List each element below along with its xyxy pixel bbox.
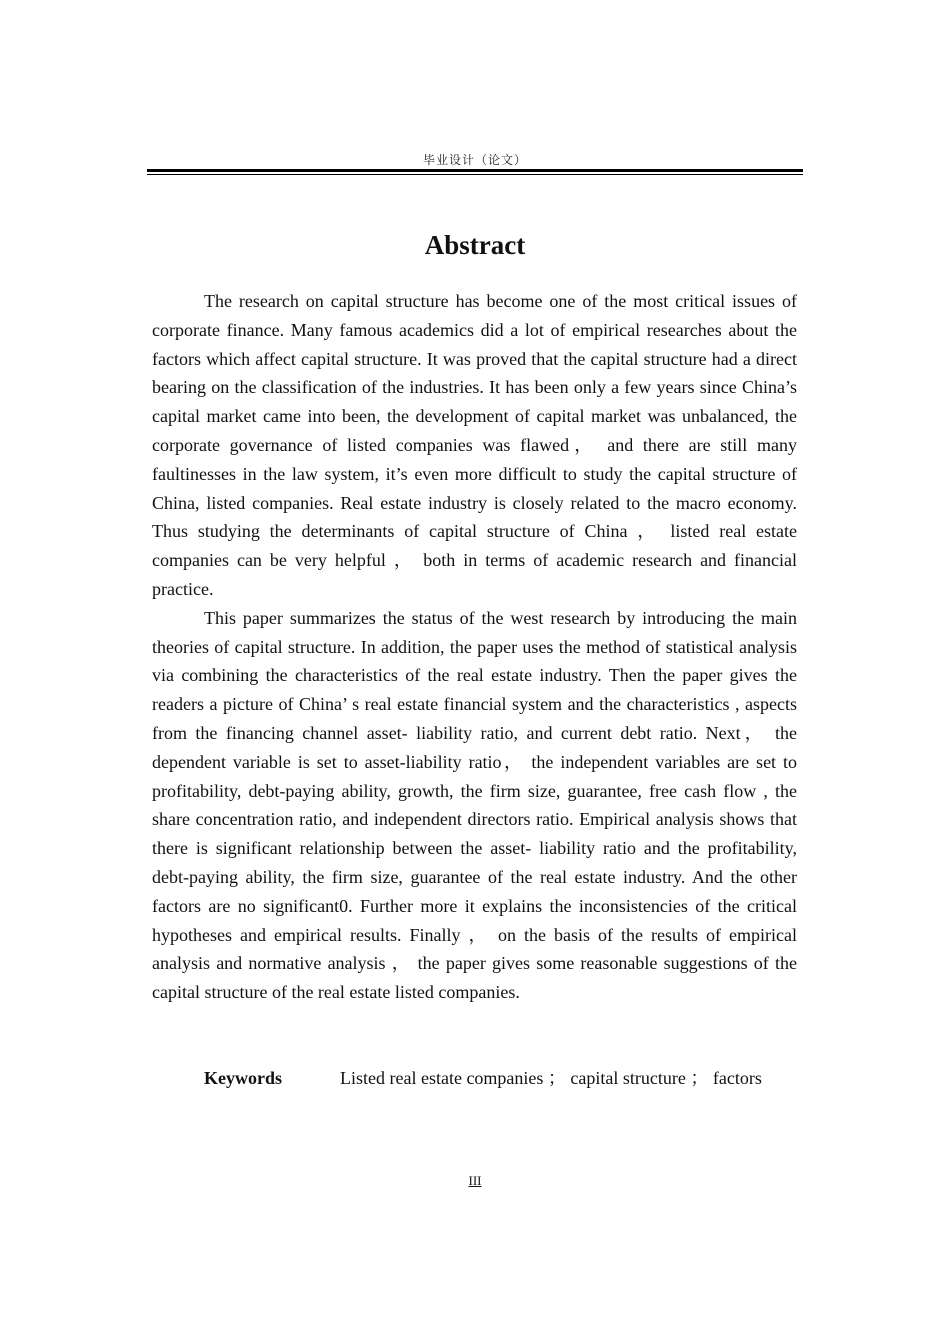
keywords-label: Keywords (204, 1068, 282, 1088)
header-rule-thick (147, 169, 803, 172)
abstract-paragraph-2: This paper summarizes the status of the west research by introducing the main theories of capital structure. In addition, the paper uses the method of statistical analysis via combining the characteristics of the real estate industry. Then the paper gives the readers a picture of China’ s real estate financial system and the characteristics , aspects from the financing channel asset- liability ratio, and current debt ratio. Next， the dependent variable is set to asset-liability ratio， the independent variables are set to profitability, debt-paying ability, growth, the firm size, guarantee, free cash flow , the share concentration ratio, and independent directors ratio. Empirical analysis shows that there is significant relationship between the asset- liability ratio and the profitability, debt-paying ability, the firm size, guarantee of the real estate industry. And the other factors are no significant0. Further more it explains the inconsistencies of the critical hypotheses and empirical results. Finally ， on the basis of the results of empirical analysis and normative analysis ， the paper gives some reasonable suggestions of the capital structure of the real estate listed companies. (152, 607, 797, 1003)
abstract-paragraph-1: The research on capital structure has become one of the most critical issues of corporate finance. Many famous academics did a lot of empirical researches about the factors which affect capital structure. It was proved that the capital structure had a direct bearing on the classification of the industries. It has been only a few years since China’s capital market came into been, the development of capital market was unbalanced, the corporate governance of listed companies was flawed， and there are still many faultinesses in the law system, it’s even more difficult to study the capital structure of China, listed companies. Real estate industry is closely related to the macro economy. Thus studying the determinants of capital structure of China ， listed real estate companies can be very helpful ， both in terms of academic research and financial practice. (152, 291, 797, 599)
header-rule-thin (147, 174, 803, 175)
abstract-body (152, 287, 797, 1007)
page-number (147, 1173, 803, 1189)
page-number-text: III (468, 1173, 482, 1188)
keywords-line (152, 1064, 797, 1093)
keywords-text: Listed real estate companies ； capital structure ； factors (340, 1068, 762, 1088)
abstract-title: Abstract (424, 230, 526, 260)
running-header: 毕业设计（论文） (422, 153, 527, 167)
